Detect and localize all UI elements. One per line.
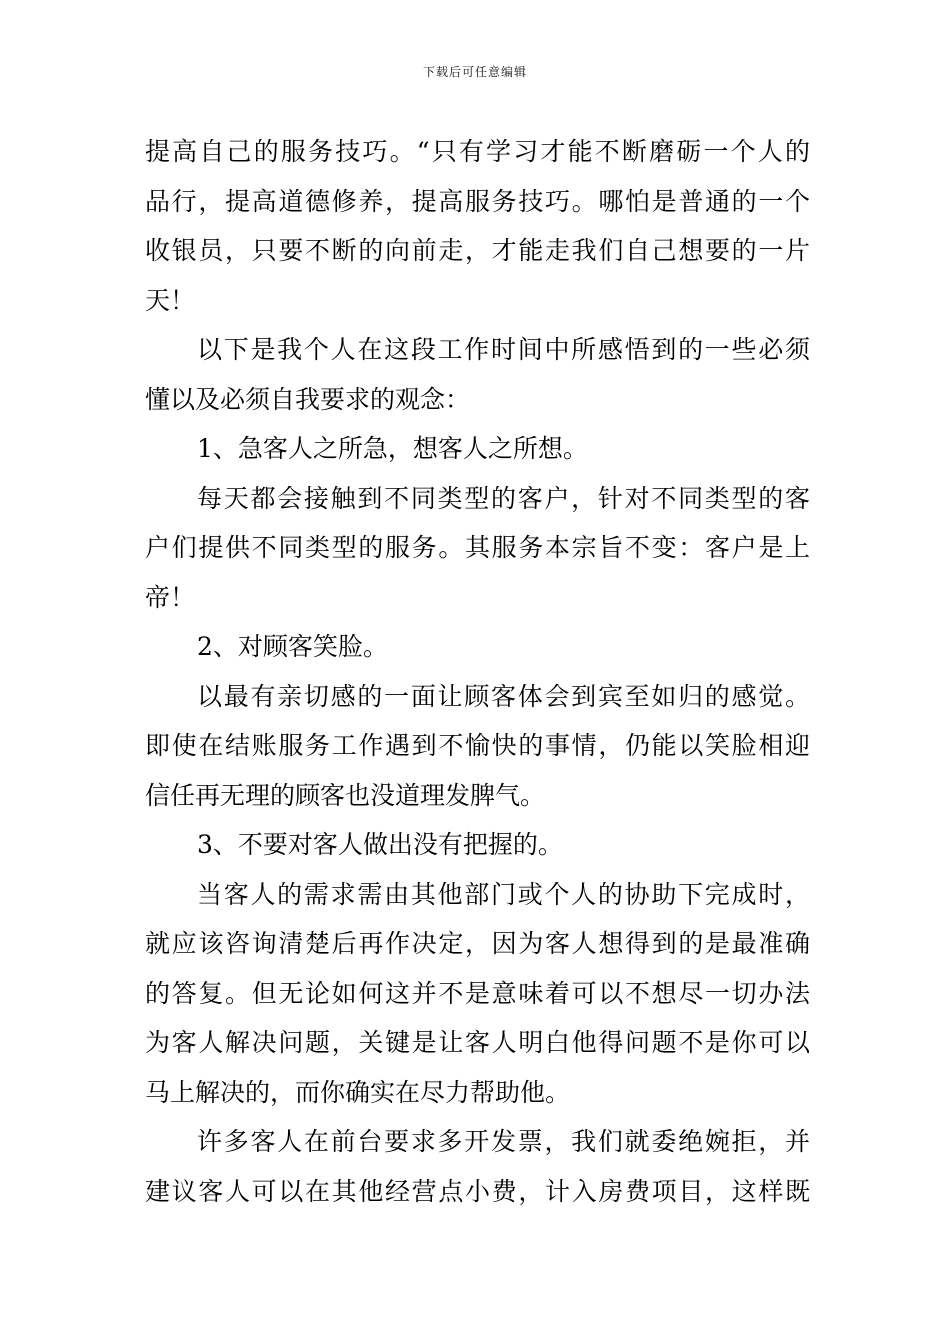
text-line: 马上解决的，而你确实在尽力帮助他。 (145, 1077, 571, 1107)
document-body (145, 127, 810, 1216)
text-line: 懂以及必须自我要求的观念： (145, 384, 471, 414)
text-line: 收银员，只要不断的向前走，才能走我们自己想要的一片 (145, 236, 810, 265)
text-line: 以最有亲切感的一面让顾客体会到宾至如归的感觉。 (197, 681, 810, 711)
text-line: 天！ (145, 285, 196, 315)
text-line: 帝！ (145, 582, 196, 612)
text-line: 每天都会接触到不同类型的客户，针对不同类型的客 (197, 483, 810, 513)
text-line: 建议客人可以在其他经营点小费，计入房费项目，这样既 (145, 1176, 810, 1206)
page-header: 下载后可任意编辑 (422, 65, 527, 79)
text-line: 的答复。但无论如何这并不是意味着可以不想尽一切办法 (145, 978, 810, 1008)
text-line: 户们提供不同类型的服务。其服务本宗旨不变：客户是上 (145, 533, 810, 562)
text-line: 提高自己的服务技巧。“只有学习才能不断磨砺一个人的 (145, 137, 810, 166)
text-line: 当客人的需求需由其他部门或个人的协助下完成时， (197, 879, 810, 909)
text-line: 许多客人在前台要求多开发票，我们就委绝婉拒，并 (197, 1127, 810, 1156)
text-line: 以下是我个人在这段工作时间中所感悟到的一些必须 (197, 335, 810, 364)
list-heading: 2、对顾客笑脸。 (197, 632, 388, 661)
list-heading: 3、不要对客人做出没有把握的。 (197, 830, 563, 859)
list-heading: 1、急客人之所急，想客人之所想。 (197, 434, 588, 463)
text-line: 为客人解决问题，关键是让客人明白他得问题不是你可以 (145, 1028, 810, 1057)
text-line: 即使在结账服务工作遇到不愉快的事情，仍能以笑脸相迎 (145, 731, 810, 760)
text-line: 信任再无理的顾客也没道理发脾气。 (145, 780, 546, 810)
text-line: 就应该咨询清楚后再作决定，因为客人想得到的是最准确 (145, 929, 810, 958)
text-line: 品行，提高道德修养，提高服务技巧。哪怕是普通的一个 (145, 186, 810, 216)
